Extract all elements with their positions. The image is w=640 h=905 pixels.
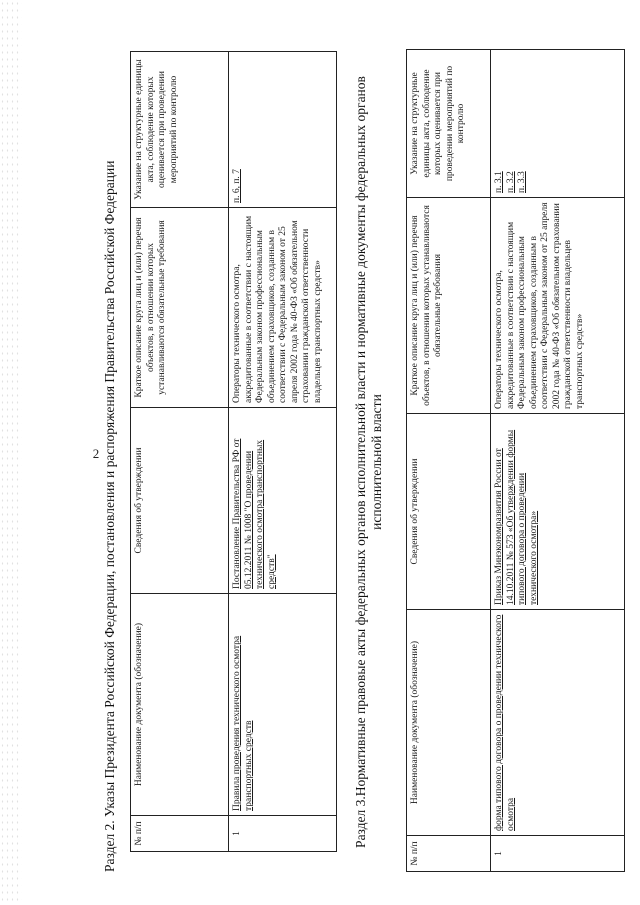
section-2-table-wrapper	[130, 51, 337, 852]
approval-link[interactable]: Постановление Правительства РФ от 05.12.2011 № 1008 "О проведении технического осмотра транспортных средств"	[232, 438, 277, 589]
table-row	[491, 50, 625, 872]
row-document-name	[229, 594, 337, 816]
section-3-table-wrapper	[406, 49, 625, 872]
section-2-heading: Раздел 2. Указы Президента Российской Федерации, постановления и распоряжения Правительства Российской Федерации	[102, 160, 117, 872]
row-approval	[229, 408, 337, 594]
row-description: Операторы технического осмотра, аккредитованные в соответствии с настоящим Федеральным законом профессиональным объединением страховщиков, созданным в соответствии с Федеральным законом от 25 апреля 2002 года № 40-ФЗ «Об обязательном страховании гражданской ответственности владельцев транспортных средств»	[229, 208, 337, 408]
row-num: 1	[229, 816, 337, 852]
header-description: Краткое описание круга лиц и (или) перечня объектов, в отношении которых устанавливаются обязательные требования	[407, 198, 491, 414]
page-number: 2	[92, 446, 100, 461]
row-units	[229, 52, 337, 208]
row-approval	[491, 414, 625, 610]
header-approval: Сведения об утверждении	[131, 408, 229, 594]
unit-ref-link[interactable]: п. 3.3	[517, 171, 527, 193]
header-approval: Сведения об утверждении	[407, 414, 491, 610]
row-description: Операторы технического осмотра, аккредитованные в соответствии с настоящим Федеральным законом профессиональным объединением страховщиков, созданным в соответствии с Федеральным законом от 25 апреля 2002 года № 40-ФЗ «Об обязательном страховании гражданской ответственности владельцев транспортных средств»	[491, 198, 625, 414]
table-header-row	[131, 52, 229, 852]
section-3-table	[406, 49, 625, 872]
row-units	[491, 50, 625, 198]
unit-ref-link[interactable]: п. 3.2	[505, 171, 516, 193]
scan-noise	[0, 0, 22, 905]
header-units: Указание на структурные единицы акта, соблюдение которых оценивается при проведении мероприятий по контролю	[131, 52, 229, 208]
header-description: Краткое описание круга лиц и (или) перечня объектов, в отношении которых устанавливаются обязательные требования	[131, 208, 229, 408]
document-name-link[interactable]: Правила проведения технического осмотра транспортных средств	[232, 635, 254, 811]
approval-link[interactable]: Приказ Минэкономразвития России от 14.10.2011 № 573 «Об утверждении формы типового договора о проведении технического осмотра»	[494, 429, 539, 605]
table-header-row	[407, 50, 491, 872]
section-2-table	[130, 51, 337, 852]
header-name: Наименование документа (обозначение)	[131, 594, 229, 816]
section-3-heading: Раздел 3.Нормативные правовые акты федеральных органов исполнительной власти и нормативные документы федеральных органов исполнительной власти	[353, 76, 384, 848]
row-document-name	[491, 610, 625, 836]
header-num: № п/п	[407, 836, 491, 872]
document-name-link[interactable]: форма типового договора о проведении технического осмотра	[494, 614, 516, 831]
table-row	[229, 52, 337, 852]
unit-ref-link[interactable]: п. 6, п. 7	[232, 169, 242, 203]
header-units: Указание на структурные единицы акта, соблюдение которых оценивается при проведении мероприятий по контролю	[407, 50, 491, 198]
header-name: Наименование документа (обозначение)	[407, 610, 491, 836]
unit-ref-link[interactable]: п. 3.1	[494, 171, 504, 193]
header-num: № п/п	[131, 816, 229, 852]
row-num: 1	[491, 836, 625, 872]
